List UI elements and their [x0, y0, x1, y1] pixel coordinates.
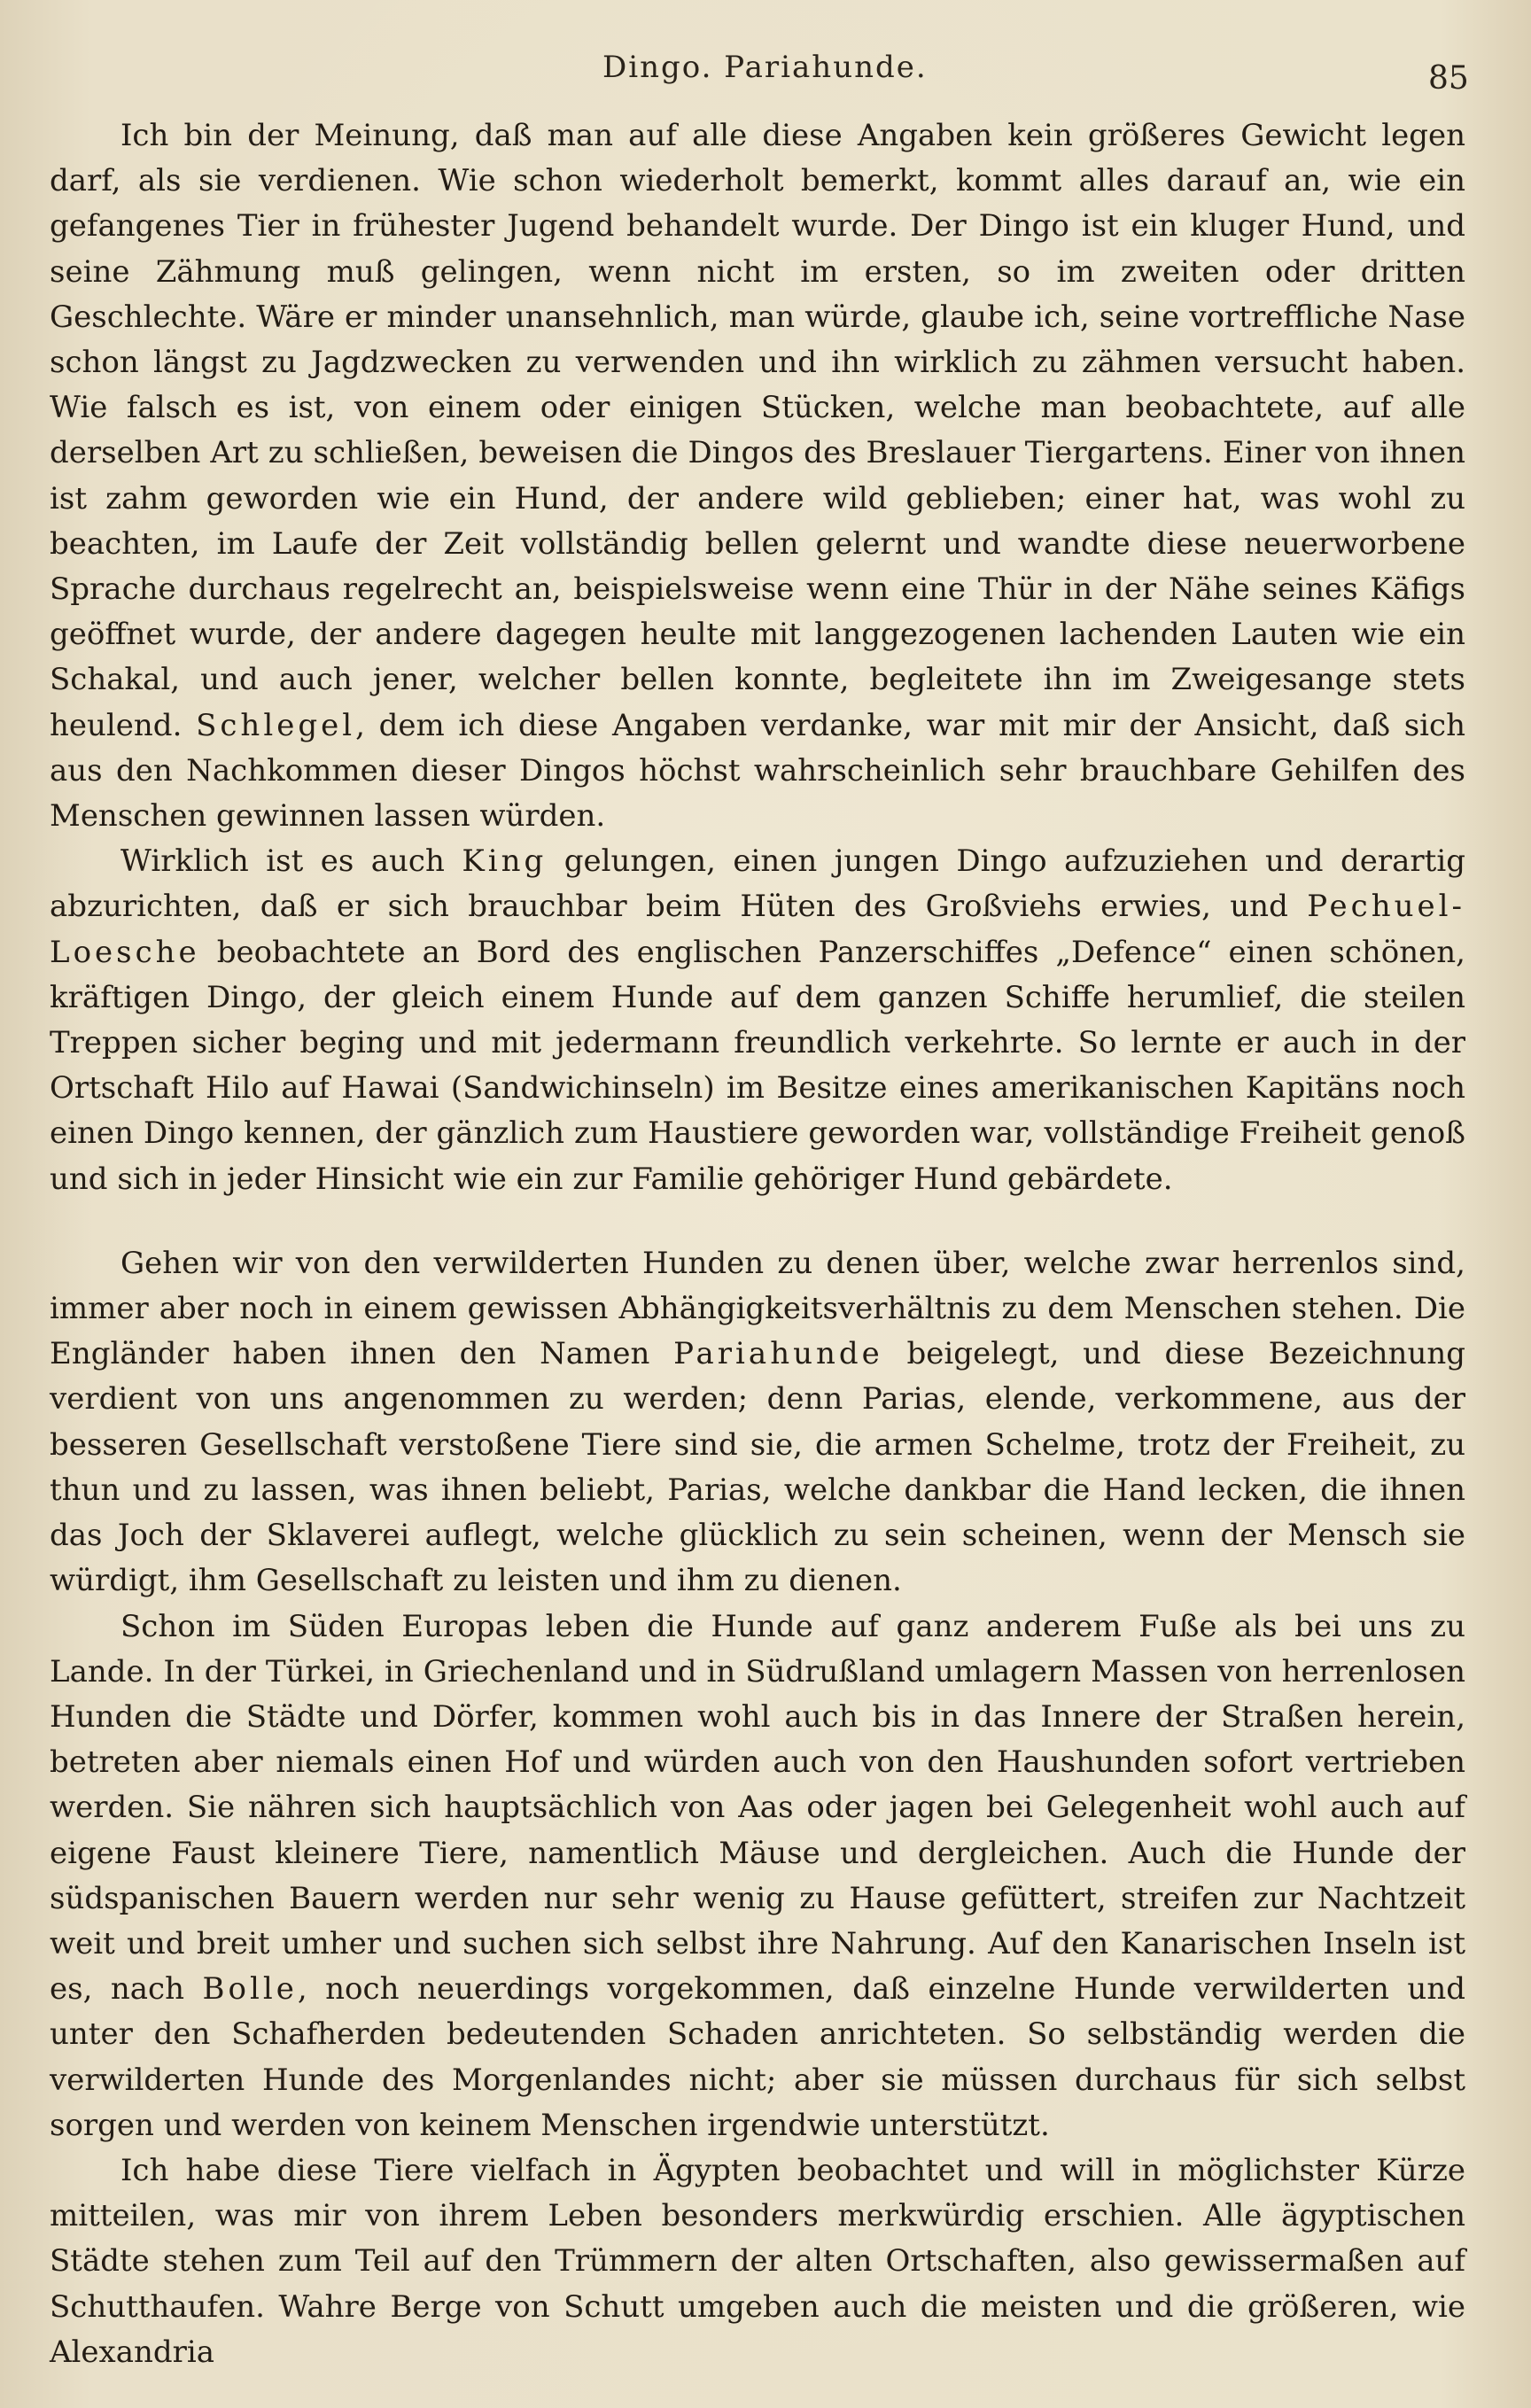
- body-text: [50, 113, 1465, 2375]
- text-run: Schon im Süden Europas leben die Hunde auf ganz anderem Fuße als bei uns zu Lande. In der Türkei, in Griechenland und in Südrußland umlagern Massen von herrenlosen Hunden die Städte und Dörfer, kommen wohl auch bis in das Innere der Straßen herein, betreten aber niemals einen Hof und würden auch von den Haushunden sofort vertrieben werden. Sie nähren sich hauptsächlich von Aas oder jagen bei Gelegenheit wohl auch auf eigene Faust kleinere Tiere, namentlich Mäuse und dergleichen. Auch die Hunde der südspanischen Bauern werden nur sehr wenig zu Hause gefüttert, streifen zur Nachtzeit weit und breit umher und suchen sich selbst ihre Nahrung. Auf den Kanarischen Inseln ist es, nach: [50, 1608, 1465, 2008]
- text-run: Ich bin der Meinung, daß man auf alle diese Angaben kein größeres Gewicht legen darf, als sie verdienen. Wie schon wiederholt bemerkt, kommt alles darauf an, wie ein gefangenes Tier in frühester Jugend behandelt wurde. Der Dingo ist ein kluger Hund, und seine Zähmung muß gelingen, wenn nicht im ersten, so im zweiten oder dritten Geschlechte. Wäre er minder unansehnlich, man würde, glaube ich, seine vortreffliche Nase schon längst zu Jagdzwecken zu verwenden und ihn wirklich zu zähmen versucht haben. Wie falsch es ist, von einem oder einigen Stücken, welche man beobachtete, auf alle derselben Art zu schließen, beweisen die Dingos des Breslauer Tiergartens. Einer von ihnen ist zahm geworden wie ein Hund, der andere wild geblieben; einer hat, was wohl zu beachten, im Laufe der Zeit vollständig bellen gelernt und wandte diese neuerworbene Sprache durchaus regelrecht an, beispielsweise wenn eine Thür in der Nähe seines Käfigs geöffnet wurde, der andere dagegen heulte mit langgezogenen lachenden Lauten wie ein Schakal, und auch jener, welcher bellen konnte, begleitete ihn im Zweigesange stets heulend.: [50, 118, 1465, 743]
- paragraph-dingo-examples: [50, 839, 1465, 1202]
- paragraph-egypt: [50, 2148, 1465, 2375]
- page-number: 85: [1428, 60, 1469, 97]
- paragraph-dingo-taming: [50, 113, 1465, 839]
- author-name: Bolle: [202, 1971, 298, 2008]
- text-run: Gehen wir von den verwilderten Hunden zu denen über, welche zwar herrenlos sind, immer aber noch in einem gewissen Abhängigkeitsverhältnis zu dem Menschen stehen. Die Engländer haben ihnen den Namen: [50, 1245, 1465, 1372]
- paragraph-pariahunde-intro: [50, 1241, 1465, 1604]
- text-run: beigelegt, und diese Bezeichnung verdient von uns angenommen zu werden; denn Parias, elende, verkommene, aus der besseren Gesellschaft verstoßene Tiere sind sie, die armen Schelme, trotz der Freiheit, zu thun und zu lassen, was ihnen beliebt, Parias, welche dankbar die Hand lecken, die ihnen das Joch der Sklaverei auflegt, welche glücklich zu sein scheinen, wenn der Mensch sie würdigt, ihm Gesellschaft zu leisten und ihm zu dienen.: [50, 1336, 1465, 1599]
- text-run: , noch neuerdings vorgekommen, daß einzelne Hunde verwilderten und unter den Schafherden bedeutenden Schaden anrichteten. So selbständig werden die verwilderten Hunde des Morgenlandes nicht; aber sie müssen durchaus für sich selbst sorgen und werden von keinem Menschen irgendwie unterstützt.: [50, 1971, 1465, 2143]
- term-pariahunde: Pariahunde: [673, 1336, 883, 1372]
- text-run: Ich habe diese Tiere vielfach in Ägypten beobachtet und will in möglichster Kürze mitteilen, was mir von ihrem Leben besonders merkwürdig erschien. Alle ägyptischen Städte stehen zum Teil auf den Trümmern der alten Ortschaften, also gewissermaßen auf Schutthaufen. Wahre Berge von Schutt umgeben auch die meisten und die größeren, wie Alexandria: [50, 2152, 1465, 2370]
- text-run: gelungen, einen jungen Dingo aufzuziehen und derartig abzurichten, daß er sich brauchbar beim Hüten des Großviehs erwies, und: [50, 843, 1465, 925]
- text-run: Wirklich ist es auch: [120, 843, 462, 880]
- author-name: Schlegel: [196, 707, 356, 743]
- author-name: Pechuel-Loesche: [50, 889, 1465, 970]
- author-name: King: [462, 843, 548, 880]
- running-head: Dingo. Pariahunde.: [602, 50, 928, 85]
- paragraph-southern-europe: [50, 1604, 1465, 2148]
- text-run: beobachtete an Bord des englischen Panzerschiffes „Defence“ einen schönen, kräftigen Dingo, der gleich einem Hunde auf dem ganzen Schiffe herumlief, die steilen Treppen sicher beging und mit jedermann freundlich verkehrte. So lernte er auch in der Ortschaft Hilo auf Hawai (Sandwichinseln) im Besitze eines amerikanischen Kapitäns noch einen Dingo kennen, der gänzlich zum Haustiere geworden war, vollständige Freiheit genoß und sich in jeder Hinsicht wie ein zur Familie gehöriger Hund gebärdete.: [50, 934, 1465, 1197]
- text-run: , dem ich diese Angaben verdanke, war mit mir der Ansicht, daß sich aus den Nachkommen dieser Dingos höchst wahrscheinlich sehr brauchbare Gehilfen des Menschen gewinnen lassen würden.: [50, 707, 1465, 835]
